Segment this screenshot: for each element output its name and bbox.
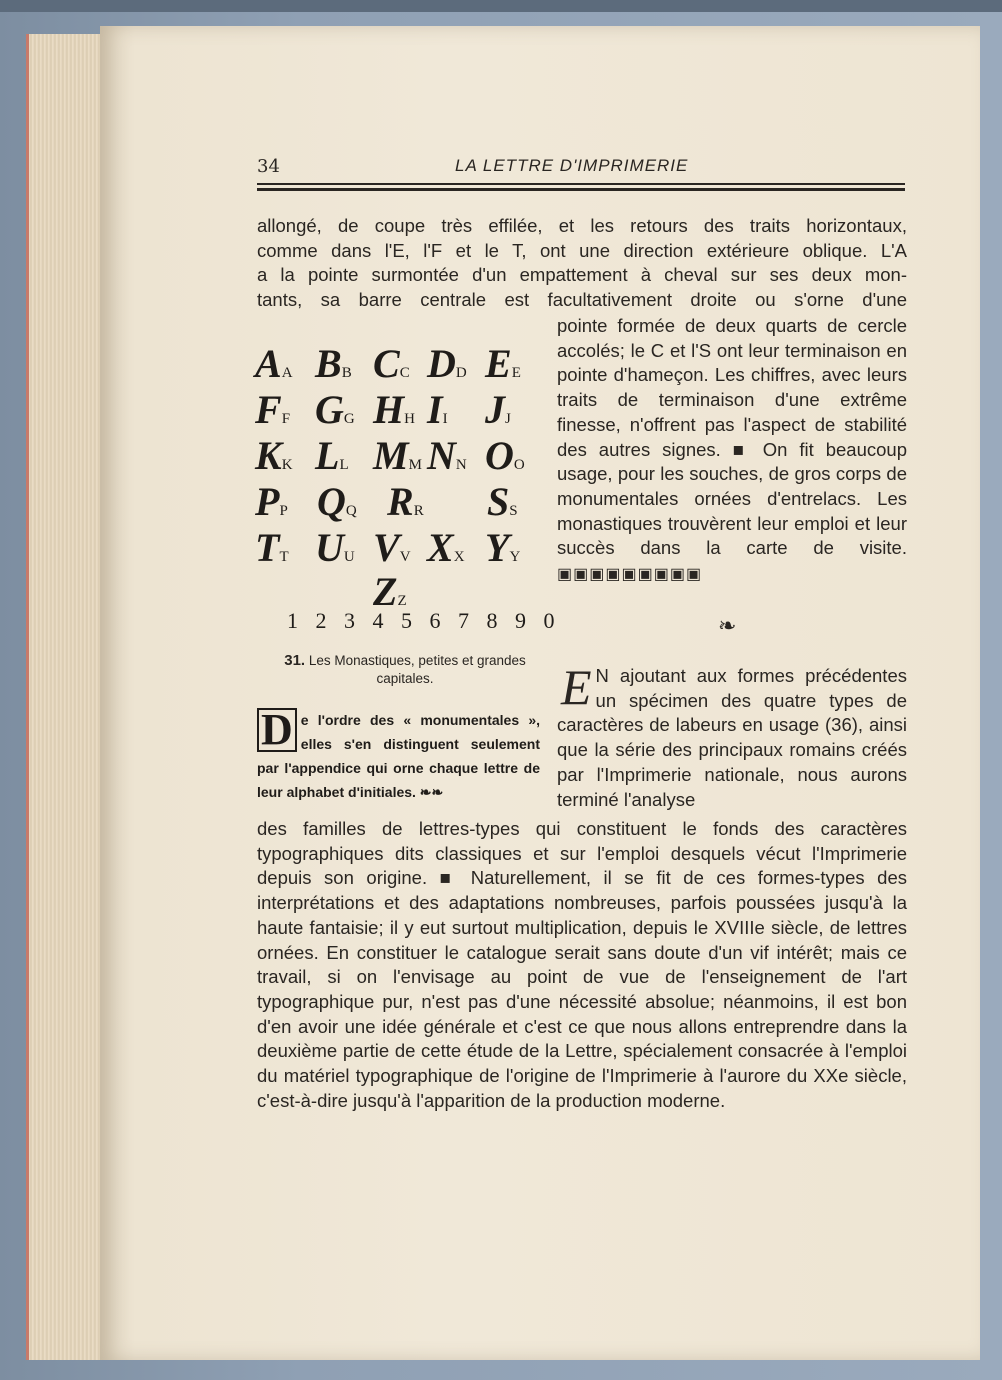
header-rule	[257, 183, 905, 185]
specimen-capital: T	[255, 525, 280, 570]
specimen-capital: M	[373, 433, 409, 478]
specimen-small-capital: Z	[397, 593, 408, 609]
specimen-small-capital: P	[279, 503, 289, 519]
specimen-letter-pair	[427, 524, 466, 571]
page-edges	[26, 34, 109, 1360]
header-rule-thick	[257, 188, 905, 191]
text-line: a la pointe surmontée d'un empattement à cheval sur ses deux mon-	[257, 264, 907, 286]
specimen-capital: O	[485, 433, 514, 478]
specimen-capital: P	[255, 479, 280, 524]
running-title: LA LETTRE D'IMPRIMERIE	[455, 156, 689, 175]
text-line: comme dans l'E, l'F et le T, ont une direction extérieure oblique. L'A	[257, 239, 907, 261]
specimen-small-capital: G	[343, 411, 356, 427]
note-drop-cap: D	[257, 708, 297, 752]
page-number: 34	[257, 156, 280, 177]
running-head	[257, 156, 907, 180]
specimen-letter-pair	[315, 524, 356, 571]
specimen-small-capital: O	[513, 457, 526, 473]
drop-cap-e: E	[561, 659, 592, 715]
specimen-letter-pair	[427, 432, 468, 479]
specimen-capital: U	[315, 525, 344, 570]
specimen-capital: H	[373, 387, 405, 432]
specimen-letter-pair	[255, 478, 289, 525]
specimen-capital: V	[373, 525, 400, 570]
specimen-small-capital: H	[404, 411, 416, 427]
specimen-capital: S	[487, 479, 510, 524]
specimen-small-capital: I	[442, 411, 449, 427]
bottom-paragraph-text: des familles de lettres-types qui constituent le fonds des caractères typographiques dits classiques et sur l'emploi desquels vécut l'Imprimerie depuis son origine. ■ Naturellement, il se fit de ces formes-types des interprétations et des adaptations nombreuses, parfois poussées jusqu'à la haute fantaisie; il y eut surtout multiplication, depuis le XVIIIe siècle, de lettres ornées. En constituer le catalogue serait sans doute d'un vif intérêt; mais ce travail, si on l'envisage au point de vue de l'enseignement de l'art typographique pur, n'est pas d'une nécessité absolue; néanmoins, il est bon d'en avoir une idée générale et c'est ce que nous allons entreprendre dans la deuxième partie de cette étude de la Lettre, spécialement consacrée à l'emploi du matériel typographique de l'origine de l'Imprimerie à l'aurore du XXe siècle, c'est-à-dire jusqu'à l'apparition de la production moderne.	[257, 818, 907, 1111]
specimen-letter-pair	[315, 340, 353, 387]
specimen-letter-pair	[485, 340, 522, 387]
specimen-letter-pair	[485, 386, 512, 433]
fleuron-ornament: ❧	[718, 614, 737, 639]
specimen-letter-pair	[315, 432, 350, 479]
specimen-small-capital: Q	[345, 503, 358, 519]
figure-caption	[265, 652, 545, 688]
specimen-small-capital: Y	[509, 549, 522, 565]
specimen-letter-pair	[427, 340, 468, 387]
specimen-capital: C	[373, 341, 400, 386]
specimen-numerals: 1 2 3 4 5 6 7 8 9 0	[287, 608, 561, 633]
specimen-letter-pair	[387, 478, 425, 525]
specimen-capital: N	[427, 433, 456, 478]
specimen-letter-pair	[373, 340, 411, 387]
text-line: allongé, de coupe très effilée, et les retours des traits horizontaux,	[257, 215, 907, 236]
specimen-letter-pair	[427, 386, 449, 433]
specimen-letter-pair	[485, 432, 526, 479]
specimen-letter-pair	[255, 386, 291, 433]
section-opening	[557, 659, 907, 812]
specimen-capital: I	[427, 387, 443, 432]
specimen-letter-pair	[255, 432, 294, 479]
specimen-small-capital: U	[343, 549, 356, 565]
specimen-capital: D	[427, 341, 456, 386]
top-paragraph	[257, 214, 907, 313]
right-column-text	[557, 314, 907, 588]
specimen-capital: Z	[373, 569, 398, 614]
specimen-capital: F	[255, 387, 282, 432]
specimen-small-capital: E	[511, 365, 522, 381]
specimen-capital: A	[255, 341, 282, 386]
specimen-capital: Q	[317, 479, 346, 524]
specimen-small-capital: N	[455, 457, 468, 473]
specimen-letter-pair	[487, 478, 519, 525]
specimen-letter-pair	[317, 478, 358, 525]
ornament-row: ▣▣▣▣▣▣▣▣▣	[557, 566, 703, 584]
specimen-small-capital: L	[339, 457, 350, 473]
bottom-paragraph	[257, 817, 907, 1113]
specimen-small-capital: R	[413, 503, 425, 519]
specimen-letter-pair	[255, 524, 290, 571]
specimen-capital: R	[387, 479, 414, 524]
specimen-letter-pair	[373, 524, 412, 571]
specimen-capital: J	[485, 387, 505, 432]
right-column-paragraph: pointe formée de deux quarts de cercle accolés; le C et l'S ont leur terminaison en pointe d'hameçon. Les chiffres, avec leurs traits de terminaison d'une extrême finesse, n'offrent pas l'aspect de stabilité des autres signes. ■ On fit beaucoup usage, pour les souches, de gros corps de monumentales ornées d'entrelacs. Les monastiques trouvèrent leur emploi et leur succès dans la carte de visite.	[557, 315, 907, 559]
specimen-small-capital: S	[509, 503, 519, 519]
specimen-capital: K	[255, 433, 282, 478]
specimen-small-capital: D	[455, 365, 468, 381]
section-opening-text: N ajoutant aux formes précédentes un spécimen des quatre types de caractères de labeurs en usage (36), ainsi que la série des principaux romains créés par l'Imprimerie nationale, nous aurons terminé l'analyse	[557, 665, 907, 810]
specimen-letter-pair	[373, 432, 423, 479]
text-line: tants, sa barre centrale est facultativement droite ou s'orne d'une	[257, 289, 907, 311]
specimen-small-capital: B	[341, 365, 353, 381]
note-text: e l'ordre des « monumentales », elles s'en distinguent seulement par l'appendice qui orne chaque lettre de leur alphabet d'initiales. ❧❧	[257, 712, 540, 800]
specimen-small-capital: K	[281, 457, 294, 473]
caption-number: 31.	[284, 652, 306, 669]
specimen-letter-pair	[373, 386, 416, 433]
specimen-small-capital: T	[279, 549, 290, 565]
specimen-small-capital: J	[505, 411, 512, 427]
specimen-small-capital: A	[281, 365, 294, 381]
caption-text: Les Monastiques, petites et grandes capitales.	[308, 653, 526, 686]
specimen-capital: Y	[485, 525, 510, 570]
specimen-small-capital: X	[453, 549, 466, 565]
specimen-capital: B	[315, 341, 342, 386]
specimen-capital: E	[485, 341, 512, 386]
specimen-capital: G	[315, 387, 344, 432]
side-note	[257, 705, 540, 804]
specimen-small-capital: F	[281, 411, 292, 427]
specimen-letter-pair	[485, 524, 521, 571]
specimen-capital: L	[315, 433, 340, 478]
specimen-small-capital: V	[399, 549, 412, 565]
specimen-letter-pair	[255, 340, 294, 387]
specimen-small-capital: M	[408, 457, 423, 473]
specimen-small-capital: C	[399, 365, 411, 381]
specimen-capital: X	[427, 525, 454, 570]
specimen-letter-pair	[315, 386, 356, 433]
